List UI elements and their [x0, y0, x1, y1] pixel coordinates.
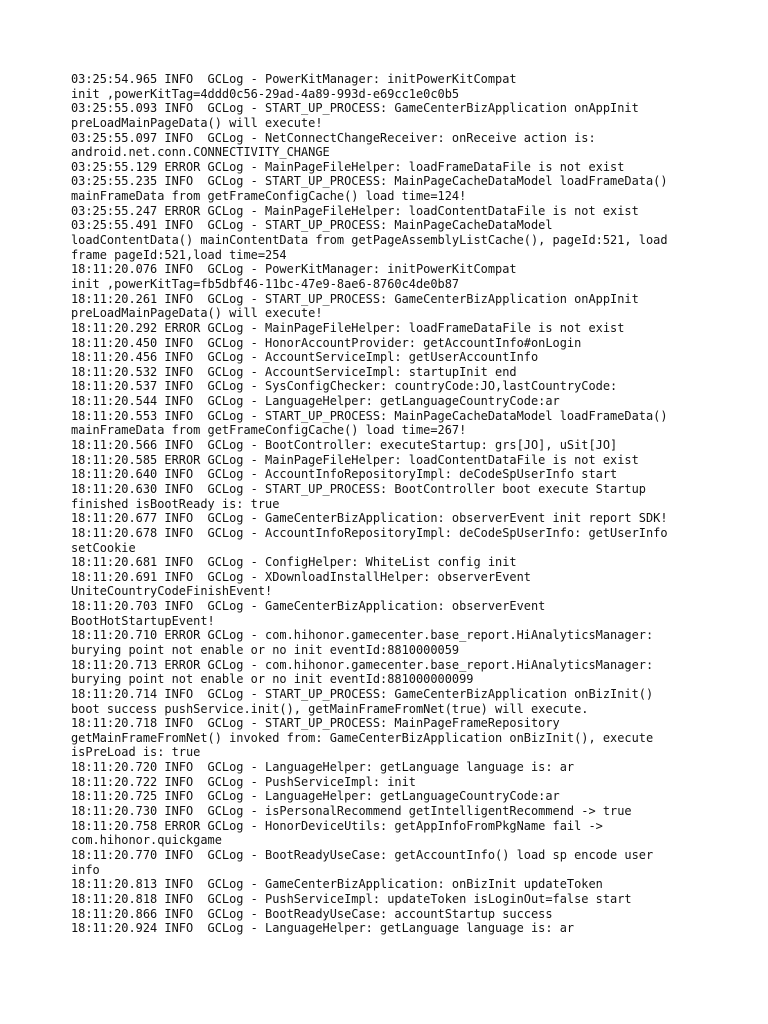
log-line: 18:11:20.866 INFO GCLog - BootReadyUseCase: accountStartup success: [71, 906, 553, 921]
log-line: init ,powerKitTag=fb5dbf46-11bc-47e9-8ae6-8760c4de0b87: [71, 276, 460, 291]
log-line: burying point not enable or no init eventId:8810000059: [71, 642, 460, 657]
log-line: com.hihonor.quickgame: [71, 833, 222, 848]
log-line: 18:11:20.714 INFO GCLog - START_UP_PROCESS: GameCenterBizApplication onBizInit(): [71, 686, 654, 701]
log-line: 03:25:55.235 INFO GCLog - START_UP_PROCESS: MainPageCacheDataModel loadFrameData(): [71, 174, 668, 189]
log-line: 03:25:54.965 INFO GCLog - PowerKitManager: initPowerKitCompat: [71, 72, 517, 86]
log-line: UniteCountryCodeFinishEvent!: [71, 584, 273, 599]
log-line: finished isBootReady is: true: [71, 496, 280, 511]
log-line: 18:11:20.703 INFO GCLog - GameCenterBizApplication: observerEvent: [71, 599, 546, 614]
log-line: 18:11:20.532 INFO GCLog - AccountServiceImpl: startupInit end: [71, 364, 517, 379]
log-line: 18:11:20.720 INFO GCLog - LanguageHelper: getLanguage language is: ar: [71, 760, 575, 775]
log-line: 03:25:55.491 INFO GCLog - START_UP_PROCESS: MainPageCacheDataModel: [71, 218, 553, 233]
log-line: info: [71, 862, 100, 877]
log-line: 18:11:20.566 INFO GCLog - BootController: executeStartup: grs[JO], uSit[JO]: [71, 438, 618, 453]
log-line: isPreLoad is: true: [71, 745, 201, 760]
log-line: 03:25:55.097 INFO GCLog - NetConnectChangeReceiver: onReceive action is:: [71, 130, 596, 145]
log-line: setCookie: [71, 540, 136, 555]
log-line: burying point not enable or no init eventId:881000000099: [71, 672, 474, 687]
log-line: loadContentData() mainContentData from getPageAssemblyListCache(), pageId:521, load: [71, 233, 668, 248]
log-line: preLoadMainPageData() will execute!: [71, 306, 323, 321]
log-line: 18:11:20.261 INFO GCLog - START_UP_PROCESS: GameCenterBizApplication onAppInit: [71, 291, 639, 306]
log-line: 18:11:20.722 INFO GCLog - PushServiceImpl: init: [71, 774, 416, 789]
log-text-block: [71, 72, 711, 936]
log-line: 03:25:55.093 INFO GCLog - START_UP_PROCESS: GameCenterBizApplication onAppInit: [71, 101, 639, 116]
log-line: 18:11:20.691 INFO GCLog - XDownloadInstallHelper: observerEvent: [71, 569, 531, 584]
log-line: 18:11:20.553 INFO GCLog - START_UP_PROCESS: MainPageCacheDataModel loadFrameData(): [71, 408, 668, 423]
log-line: boot success pushService.init(), getMainFrameFromNet(true) will execute.: [71, 701, 589, 716]
log-line: 18:11:20.681 INFO GCLog - ConfigHelper: WhiteList config init: [71, 555, 517, 570]
log-line: 18:11:20.818 INFO GCLog - PushServiceImpl: updateToken isLoginOut=false start: [71, 891, 632, 906]
log-line: 18:11:20.076 INFO GCLog - PowerKitManager: initPowerKitCompat: [71, 262, 517, 277]
log-line: 18:11:20.678 INFO GCLog - AccountInfoRepositoryImpl: deCodeSpUserInfo: getUserInfo: [71, 525, 668, 540]
log-line: 18:11:20.710 ERROR GCLog - com.hihonor.gamecenter.base_report.HiAnalyticsManager:: [71, 628, 654, 643]
log-line: 03:25:55.247 ERROR GCLog - MainPageFileHelper: loadContentDataFile is not exist: [71, 203, 639, 218]
log-line: init ,powerKitTag=4ddd0c56-29ad-4a89-993d-e69cc1e0c0b5: [71, 86, 460, 101]
log-line: 18:11:20.758 ERROR GCLog - HonorDeviceUtils: getAppInfoFromPkgName fail ->: [71, 818, 603, 833]
log-line: preLoadMainPageData() will execute!: [71, 115, 323, 130]
log-line: 18:11:20.924 INFO GCLog - LanguageHelper: getLanguage language is: ar: [71, 921, 575, 936]
log-line: mainFrameData from getFrameConfigCache() load time=124!: [71, 189, 467, 204]
log-line: 18:11:20.292 ERROR GCLog - MainPageFileHelper: loadFrameDataFile is not exist: [71, 320, 625, 335]
log-line: mainFrameData from getFrameConfigCache() load time=267!: [71, 423, 467, 438]
log-line: 18:11:20.730 INFO GCLog - isPersonalRecommend getIntelligentRecommend -> true: [71, 804, 632, 819]
log-line: 18:11:20.713 ERROR GCLog - com.hihonor.gamecenter.base_report.HiAnalyticsManager:: [71, 657, 654, 672]
log-line: 18:11:20.450 INFO GCLog - HonorAccountProvider: getAccountInfo#onLogin: [71, 335, 582, 350]
log-line: 18:11:20.544 INFO GCLog - LanguageHelper: getLanguageCountryCode:ar: [71, 394, 560, 409]
log-line: 18:11:20.640 INFO GCLog - AccountInfoRepositoryImpl: deCodeSpUserInfo start: [71, 467, 618, 482]
log-line: 18:11:20.456 INFO GCLog - AccountServiceImpl: getUserAccountInfo: [71, 350, 539, 365]
log-line: 18:11:20.537 INFO GCLog - SysConfigChecker: countryCode:JO,lastCountryCode:: [71, 379, 618, 394]
log-line: frame pageId:521,load time=254: [71, 247, 287, 262]
log-line: android.net.conn.CONNECTIVITY_CHANGE: [71, 145, 330, 160]
log-line: 18:11:20.770 INFO GCLog - BootReadyUseCase: getAccountInfo() load sp encode user: [71, 847, 654, 862]
log-line: 18:11:20.585 ERROR GCLog - MainPageFileHelper: loadContentDataFile is not exist: [71, 452, 639, 467]
log-line: 18:11:20.725 INFO GCLog - LanguageHelper: getLanguageCountryCode:ar: [71, 789, 560, 804]
log-line: 18:11:20.718 INFO GCLog - START_UP_PROCESS: MainPageFrameRepository: [71, 716, 560, 731]
log-line: 18:11:20.813 INFO GCLog - GameCenterBizApplication: onBizInit updateToken: [71, 877, 603, 892]
log-line: BootHotStartupEvent!: [71, 613, 215, 628]
log-line: 18:11:20.630 INFO GCLog - START_UP_PROCESS: BootController boot execute Startup: [71, 481, 646, 496]
log-line: 03:25:55.129 ERROR GCLog - MainPageFileHelper: loadFrameDataFile is not exist: [71, 159, 625, 174]
log-line: 18:11:20.677 INFO GCLog - GameCenterBizApplication: observerEvent init report SDK!: [71, 511, 668, 526]
log-line: getMainFrameFromNet() invoked from: GameCenterBizApplication onBizInit(), execute: [71, 730, 654, 745]
